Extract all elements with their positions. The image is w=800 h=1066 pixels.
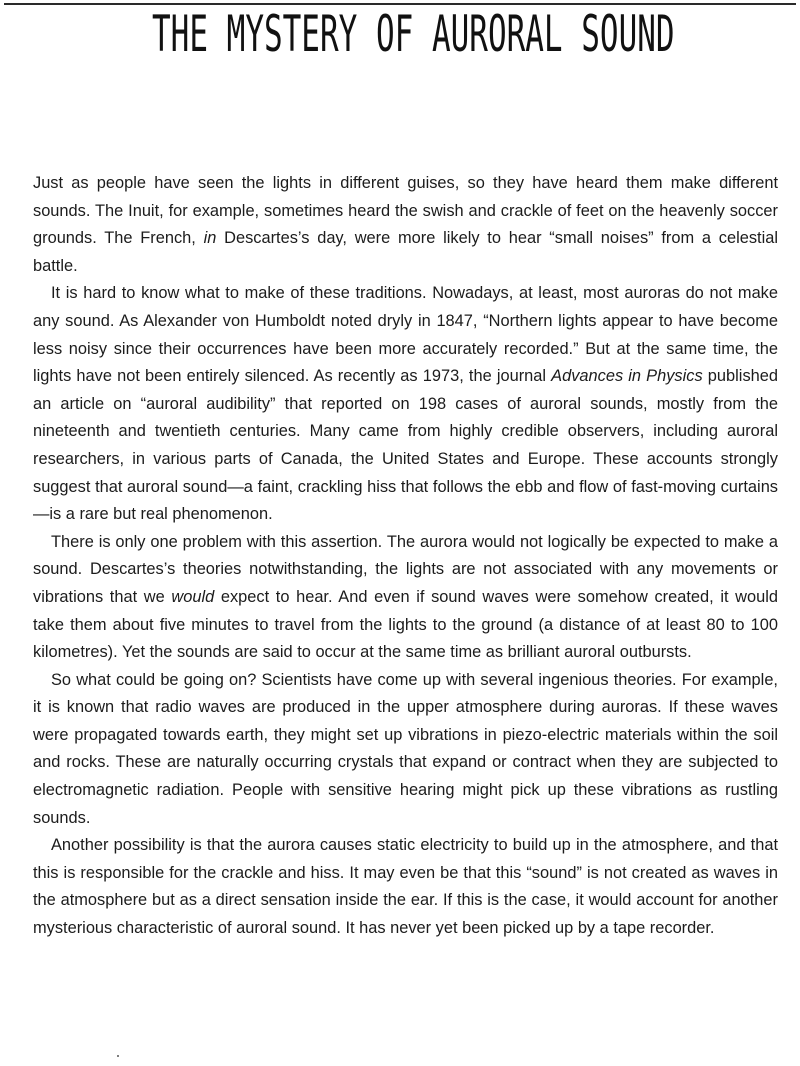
text-segment: expect to hear. And even if sound waves were somehow created, it would take them about five minutes to travel from the lights to the ground (a distance of at least 80 to 100 kilometres). Yet the sounds are said to occur at the same time as brilliant auroral outbursts. (33, 587, 778, 662)
text-segment: Another possibility is that the aurora causes static electricity to build up in the atmosphere, and that this is responsible for the crackle and hiss. It may even be that this “sound” is not created as waves in the atmosphere but as a direct sensation inside the ear. If this is the case, it would account for another mysterious characteristic of auroral sound. It has never yet been picked up by a tape recorder. (33, 836, 778, 938)
article-body (33, 170, 778, 943)
text-segment: Descartes’s day, were more likely to hear “small noises” from a celestial battle. (33, 229, 778, 275)
text-segment: published an article on “auroral audibility” that reported on 198 cases of auroral sounds, mostly from the nineteenth and twentieth centuries. Many came from highly credible observers, including auroral researchers, in various parts of Canada, the United States and Europe. These accounts strongly suggest that auroral sound—a faint, crackling hiss that follows the ebb and flow of fast-moving curtains—is a rare but real phenomenon. (33, 367, 778, 524)
italic-segment: Advances in Physics (551, 367, 703, 386)
text-segment: Just as people have seen the lights in different guises, so they have heard them make different sounds. The Inuit, for example, sometimes heard the swish and crackle of feet on the heavenly soccer grounds. The French, (33, 174, 778, 248)
text-segment: It is hard to know what to make of these traditions. Nowadays, at least, most auroras do not make any sound. As Alexander von Humboldt noted dryly in 1847, “Northern lights appear to have become less noisy since their occurrences have been more accurately recorded.” But at the same time, the lights have not been entirely silenced. As recently as 1973, the journal (33, 284, 778, 386)
italic-segment: in (203, 229, 217, 248)
page-title: THE MYSTERY OF AURORAL SOUND (152, 5, 675, 63)
paragraph (33, 667, 778, 833)
text-segment: There is only one problem with this assertion. The aurora would not logically be expected to make a sound. Descartes’s theories notwithstanding, the lights are not associated with any movements or vibrations that we (33, 532, 778, 606)
paragraph (33, 529, 778, 667)
italic-segment: would (171, 587, 215, 606)
paragraph (33, 280, 778, 528)
paragraph (33, 170, 778, 280)
paragraph (33, 832, 778, 942)
scan-speck (117, 1055, 119, 1057)
text-segment: So what could be going on? Scientists have come up with several ingenious theories. For example, it is known that radio waves are produced in the upper atmosphere during auroras. If these waves were propagated towards earth, they might set up vibrations in piezo-electric materials within the soil and rocks. These are naturally occurring crystals that expand or contract when they are subjected to electromagnetic radiation. People with sensitive hearing might pick up these vibrations as rustling sounds. (33, 670, 778, 827)
